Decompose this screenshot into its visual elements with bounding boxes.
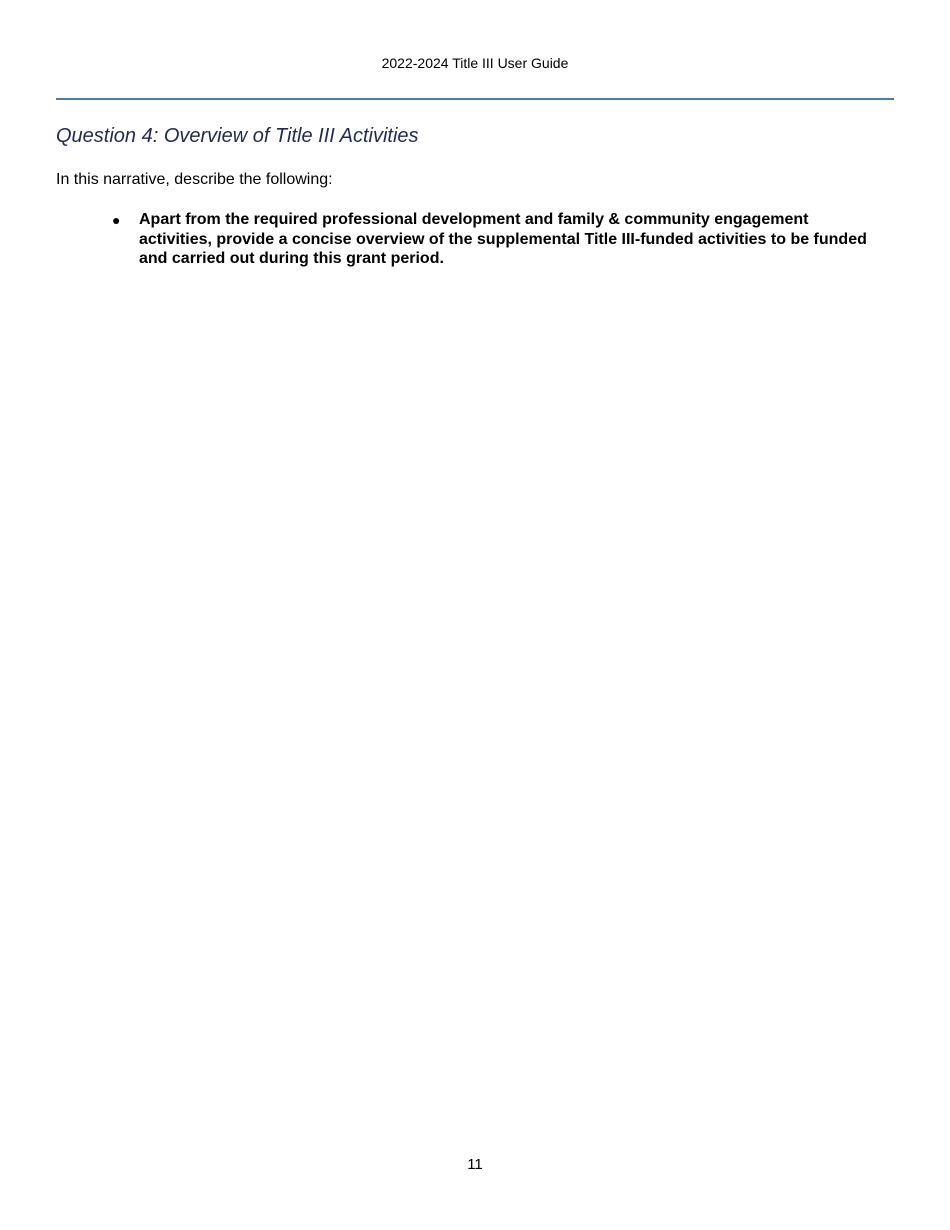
bullet-dot-icon: ● [112,212,121,228]
intro-text: In this narrative, describe the following: [56,171,333,188]
page-number: 11 [467,1156,483,1173]
page-header-title: 2022-2024 Title III User Guide [381,55,569,71]
section-heading: Question 4: Overview of Title III Activities [56,125,419,147]
list-item [112,210,872,269]
bullet-text: Apart from the required professional development and family & community engagement activities, provide a concise overview of the supplemental Title III-funded activities to be funded and carried out during this grant period. [139,211,867,267]
bullet-list [112,210,872,269]
header-divider [56,98,894,100]
